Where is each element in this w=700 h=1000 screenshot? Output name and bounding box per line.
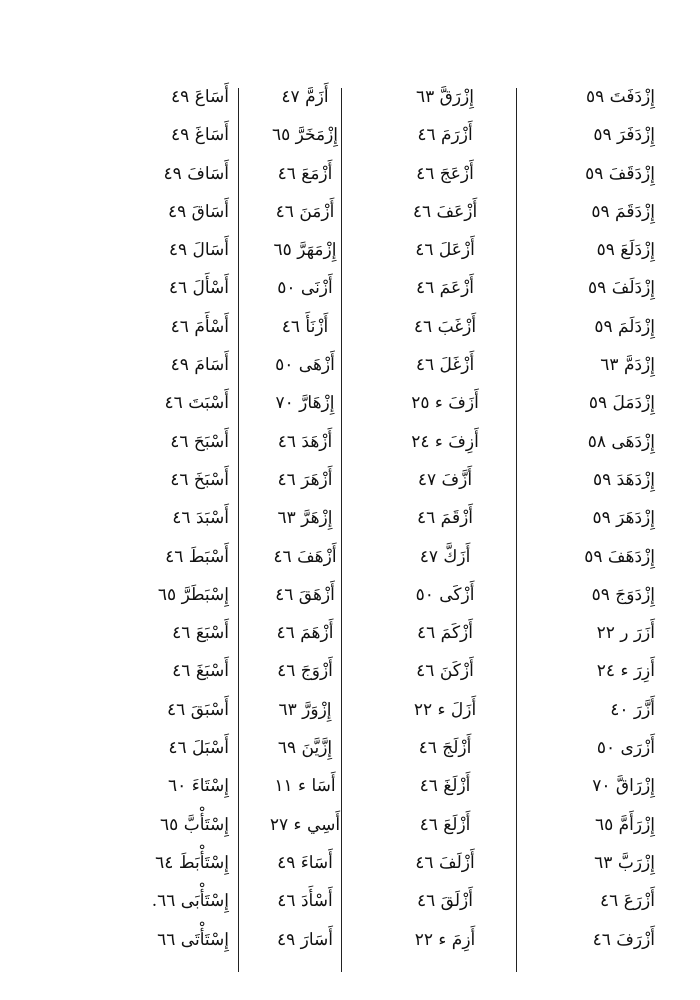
index-entry: أَسْبَتَ ٤٦	[164, 393, 229, 414]
index-entry: إِزْوَرَّ ٦٣	[278, 699, 332, 720]
index-entry: أَزْكَمَ ٤٦	[416, 623, 473, 644]
index-entry: أَسْبَدَ ٤٦	[172, 508, 229, 529]
index-entry: إِزْدَوَجَ ٥٩	[591, 584, 655, 605]
index-entry: أَزَلَ ء ٢٢	[413, 699, 477, 720]
index-entry: أَزْغَبَ ٤٦	[413, 316, 477, 337]
index-entry: أَسَاءَ ٤٩	[277, 852, 333, 873]
index-entry: إِزْدَفَتَ ٥٩	[586, 87, 655, 107]
index-entry: أَزَّفَ ٤٧	[417, 469, 473, 490]
index-entry: أَزْنَأَ ٤٦	[281, 316, 329, 337]
index-entry: أَسَا ء ١١	[274, 776, 336, 797]
index-entry: أَسَارَ ٤٩	[276, 929, 334, 950]
index-entry: إِزْدَهَفَ ٥٩	[584, 546, 655, 567]
index-entry: أَزِمَ ء ٢٢	[414, 929, 476, 950]
index-entry: أَزْكَى ٥٠	[415, 584, 475, 605]
index-entry: أَسَالَ ٤٩	[168, 240, 229, 261]
index-entry: أَزْلَقَ ٤٦	[417, 891, 473, 912]
index-entry: أَزَمَّ ٤٧	[281, 87, 329, 107]
index-entry: أَزْهَمَ ٤٦	[276, 623, 334, 644]
column-divider	[238, 88, 239, 972]
index-entry: أَزْهَى ٥٠	[275, 355, 335, 376]
index-entry: أَزِرَ ء ٢٤	[596, 661, 655, 682]
index-entry: أَزْرَعَ ٤٦	[600, 891, 655, 912]
index-entry: أَزَّرَ ٤٠	[610, 699, 655, 720]
index-entry: أَزْكَنَ ٤٦	[416, 661, 474, 682]
index-entry: أَسْبَغَ ٤٦	[172, 661, 229, 682]
index-entry: إِزْدَقَمَ ٥٩	[591, 201, 655, 222]
index-entry: أَزْعَمَ ٤٦	[415, 278, 475, 299]
index-entry: إِزْمَهَرَّ ٦٥	[273, 240, 337, 261]
index-entry: أَزْلَجَ ٤٦	[418, 738, 472, 759]
index-entry: أَزْعَلَ ٤٦	[415, 240, 475, 261]
index-entry: إِزْرَقَّ ٦٣	[415, 87, 474, 107]
index-entry: أَزَفَ ء ٢٥	[411, 393, 479, 414]
index-entry: أَزَكَّ ٤٧	[419, 546, 471, 567]
index-entry: أَسْبَلَ ٤٦	[168, 738, 229, 759]
index-entry: أَزْعَجَ ٤٦	[416, 163, 474, 184]
index-column-4	[95, 78, 235, 959]
index-entry: إِزْدَهَى ٥٨	[587, 431, 655, 452]
index-entry: إِزْدَلَمَ ٥٩	[594, 316, 655, 337]
index-entry: إِزْدَلَفَ ٥٩	[588, 278, 655, 299]
index-entry: أَزْهَقَ ٤٦	[275, 584, 335, 605]
index-entry: أَزْلَعَ ٤٦	[419, 814, 471, 835]
index-entry: إِزْهَارَّ ٧٠	[275, 393, 335, 414]
index-entry: أَزْقَمَ ٤٦	[416, 508, 474, 529]
index-entry: إِزْدَهَدَ ٥٩	[592, 469, 655, 490]
index-entry: أَسَاعَ ٤٩	[171, 87, 229, 107]
index-entry: أَزْهَدَ ٤٦	[277, 431, 333, 452]
index-entry: أَزْمَعَ ٤٦	[277, 163, 333, 184]
index-entry: إِزْدَهَرَ ٥٩	[592, 508, 655, 529]
index-entry: إِزْمَخَرَّ ٦٥	[271, 125, 339, 146]
index-entry: أَزْلَغَ ٤٦	[419, 776, 471, 797]
index-entry: أَزِفَ ء ٢٤	[411, 431, 479, 452]
index-entry: إِزَّيَّنَ ٦٩	[277, 738, 333, 759]
index-entry: أَسَامَ ٤٩	[170, 355, 229, 376]
index-entry: أَزْهَفَ ٤٦	[273, 546, 337, 567]
index-entry: أَسْبَطَ ٤٦	[165, 546, 229, 567]
index-column-1	[515, 78, 655, 959]
index-entry: أَزْرَمَ ٤٦	[417, 125, 473, 146]
index-entry: أَسِي ء ٢٧	[269, 814, 341, 835]
index-entry: إِزْدَفَرَ ٥٩	[593, 125, 655, 146]
index-entry: أَسَافَ ٤٩	[163, 163, 229, 184]
dictionary-index-page	[95, 78, 655, 978]
index-entry: إِزْرَاقَّ ٧٠	[592, 776, 655, 797]
index-entry: إِزْرَبَّ ٦٣	[594, 852, 655, 873]
index-entry: إِزْهَرَّ ٦٣	[277, 508, 333, 529]
index-entry: إِزْرَأَمَّ ٦٥	[594, 814, 655, 835]
index-entry: أَزْلَفَ ٤٦	[415, 852, 475, 873]
index-entry: إِزْدَقَفَ ٥٩	[585, 163, 655, 184]
index-entry: أَزْرَفَ ٤٦	[592, 929, 655, 950]
index-entry: أَزْغَلَ ٤٦	[415, 355, 475, 376]
index-entry: أَزْمَنَ ٤٦	[275, 201, 335, 222]
index-entry: أَزْوَجَ ٤٦	[277, 661, 333, 682]
index-column-2	[375, 78, 515, 959]
index-entry: إِزْدَمَلَ ٥٩	[588, 393, 655, 414]
index-column-3	[235, 78, 375, 959]
index-entry: أَسَاقَ ٤٩	[167, 201, 229, 222]
index-entry: أَسْبَخَ ٤٦	[170, 469, 229, 490]
index-entry: أَسْأَلَ ٤٦	[168, 278, 229, 299]
index-entry: أَزْنَى ٥٠	[277, 278, 333, 299]
index-entry: أَسْأَدَ ٤٦	[277, 891, 333, 912]
index-entry: أَزَرَ ر ٢٢	[596, 623, 655, 644]
index-entry: إِسْبَطَرَّ ٦٥	[157, 584, 229, 605]
index-entry: أَسْبَعَ ٤٦	[172, 623, 229, 644]
column-divider	[516, 88, 517, 972]
index-entry: أَزْعَفَ ٤٦	[412, 201, 478, 222]
index-entry: إِسْتَأْبَطَ ٦٤	[155, 852, 229, 873]
index-entry: أَسْأَمَ ٤٦	[170, 316, 229, 337]
index-entry: أَزْهَرَ ٤٦	[277, 469, 333, 490]
index-entry: أَزْرَى ٥٠	[596, 738, 655, 759]
index-entry: إِسْتَأْتَى ٦٦	[157, 929, 229, 950]
index-entry: أَسْبَقَ ٤٦	[167, 699, 229, 720]
index-entry: أَسَاغَ ٤٩	[171, 125, 229, 146]
index-entry: إِسْتَأْبَّ ٦٥	[160, 814, 229, 835]
index-entry: إِزْدَمَّ ٦٣	[600, 355, 655, 376]
index-entry: إِزْدَلَعَ ٥٩	[596, 240, 655, 261]
index-entry: إِسْتَاءَ ٦٠	[168, 776, 229, 797]
index-entry: إِسْتَأْبَى ٦٦.	[151, 891, 229, 912]
index-entry: أَسْبَحَ ٤٦	[170, 431, 229, 452]
